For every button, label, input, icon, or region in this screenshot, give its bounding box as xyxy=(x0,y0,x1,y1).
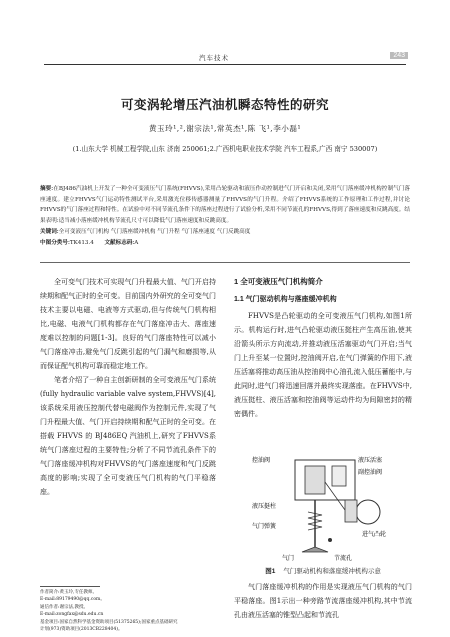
classification-line xyxy=(40,238,410,249)
keywords-line xyxy=(40,227,410,238)
abstract-block xyxy=(40,184,410,248)
label-valve: 气门 xyxy=(282,555,295,562)
abstract-label: 摘要: xyxy=(40,186,54,192)
footnote-funding-2: 计划(973)资助项目(2013CB228404)。 xyxy=(40,627,123,633)
keywords-label: 关键词: xyxy=(40,228,59,235)
subsection-heading-1-1: 1.1 气门驱动机构与落座缓冲机构 xyxy=(234,296,337,303)
footnote-author-intro: 作者简介:黄玉玲,专任教师。 xyxy=(40,590,97,595)
abstract-divider xyxy=(40,262,410,263)
section-heading-1: 1 全可变液压气门机构简介 xyxy=(234,277,323,286)
label-hydraulic-piston: 液压活塞 xyxy=(358,457,383,464)
label-throttle-hole: 节流孔 xyxy=(334,555,353,562)
footnotes xyxy=(40,589,230,633)
figure-1-diagram xyxy=(250,452,400,564)
running-header xyxy=(0,52,450,64)
section1-paragraph-2: 气门落座缓冲机构的作用是实现液压气门机构的气门平稳落座。图1示出一种旁路节流落座缓冲机构,其中节流孔由液压活塞的锥型凸起和节流孔 xyxy=(234,583,412,619)
affiliation: (1.山东大学 机械工程学院,山东 济南 250061;2.广西机电职业技术学院 汽车工程系,广西 南宁 530007) xyxy=(72,145,378,153)
clc-value: TK413.4 xyxy=(69,239,94,246)
footnote-corresponding-email: E-mail:zongfax@sdu.edu.cn xyxy=(40,612,104,618)
abstract-paragraph xyxy=(40,184,410,227)
diagram-cam xyxy=(356,500,380,524)
doc-code-value: A xyxy=(134,239,139,246)
diagram-throttle-hole xyxy=(328,538,332,542)
label-aux-valve: 副控油阀 xyxy=(358,469,383,476)
label-valve-spring: 气门弹簧 xyxy=(252,523,277,530)
journal-title: 汽车技术 xyxy=(199,54,229,62)
footnote-author-email: E-mail:89179490@qq.com。 xyxy=(40,597,105,603)
doc-code-label: 文献标志码: xyxy=(104,239,135,246)
figure-caption-text: 气门驱动机构和落座缓冲机构示意 xyxy=(283,568,381,575)
footnote-divider xyxy=(40,586,100,587)
diagram-piston xyxy=(305,466,325,494)
article-title: 可变涡轮增压汽油机瞬态特性的研究 xyxy=(120,98,329,112)
diagram-valve-head xyxy=(302,547,328,552)
right-column-bottom xyxy=(234,580,412,622)
label-tappet: 液压挺柱 xyxy=(252,503,277,510)
figure-1-caption xyxy=(234,566,412,575)
label-control-valve: 控油阀 xyxy=(252,457,271,464)
keywords-text: 全可变液压气门机构 气门落座缓冲机构 气门升程 气门落座速度 气门反跳高度 xyxy=(58,228,251,235)
label-intake-cam: 进气凸轮 xyxy=(362,531,387,538)
intro-paragraph-1: 全可变气门技术可实现气门升程最大值、气门开启持续期和配气正时的全可变。目前国内外研究的全可变气门技术主要以电磁、电液等方式驱动,但与传统气门机构相比,电磁、电液气门机构都存在气门落座冲击大、落座速度难以控制的问题[1-3]。良好的气门落座特性可以减小气门落座冲击,避免气门反跳引起的气门漏气和磨损等,从而保证配气机构可靠而稳定地工作。 xyxy=(40,278,216,370)
footnote-funding-1: 基金项目:国家自然科学基金资助项目(51375265);国家重点基础研究 xyxy=(40,619,178,625)
clc-label: 中图分类号: xyxy=(40,239,70,246)
left-column xyxy=(40,275,216,499)
header-divider xyxy=(44,64,406,65)
right-column xyxy=(234,275,412,421)
author-list: 黄玉玲¹,²,谢宗法¹,常英杰¹,陈 飞¹,李小磊¹ xyxy=(148,124,302,133)
footnote-corresponding: 通信作者:谢宗法,教授。 xyxy=(40,604,88,610)
diagram-control-valve xyxy=(332,466,346,486)
section1-paragraph-1: FHVVS是凸轮驱动的全可变液压气门机构,如图1所示。机构运行时,进气凸轮驱动液压挺柱产生高压油,使其沿箭头所示方向流动,并推动液压活塞驱动气门开启;当气门上升至某一位置时,控油阀开启,在气门弹簧的作用下,液压活塞将推动高压油从控油阀中心油孔流入低压蓄能中,与此同时,进气门将迅速回落并最终实现落座。在FHVVS中,液压挺柱、液压活塞和控油阀等运动件均为间隙密封的精密偶件。 xyxy=(234,312,412,418)
intro-paragraph-2: 笔者介绍了一种自主创新研制的全可变液压气门系统(fully hydraulic variable valve system,FHVVS)[4],该系统采用液压控制代替电磁阀作为控制元件,实现了气门升程最大值、气门开启持续期和配气正时的全可变。在搭载 FHVVS 的 BJ486EQ 汽油机上,研究了FHVVS系统气门落座过程的主要特性;分析了不同节流孔条件下的气门落座缓冲机构对FHVVS的气门落座速度和气门反跳高度的影响;实现了全可变液压气门机构的气门平稳落座。 xyxy=(40,376,216,496)
abstract-text: 在BJ486汽油机上开发了一种全可变液压气门系统(FHVVS),采用凸轮驱动和液压作动控制进气门开启和关闭,采用气门落座缓冲机构控制气门落座速度。建立FHVVS气门运动特性测试平台,采用激光位移传感器测量了FHVVS的气门升程。介绍了FHVVS系统的工作原理和工作过程,并讨论FHVVS的气门落座过程和特性。在试验中对不同节流孔条件下的落座过程进行了试验分析,采用不同节流孔的FHVVS,得到了落座速度和反跳高度。结果表明:适当减小落座缓冲机构节流孔尺寸可以降低气门落座速度和反跳高度。 xyxy=(40,186,411,225)
diagram-tappet xyxy=(345,500,357,522)
figure-caption-label: 图1 xyxy=(265,568,276,575)
page-number: 243 xyxy=(390,52,408,59)
